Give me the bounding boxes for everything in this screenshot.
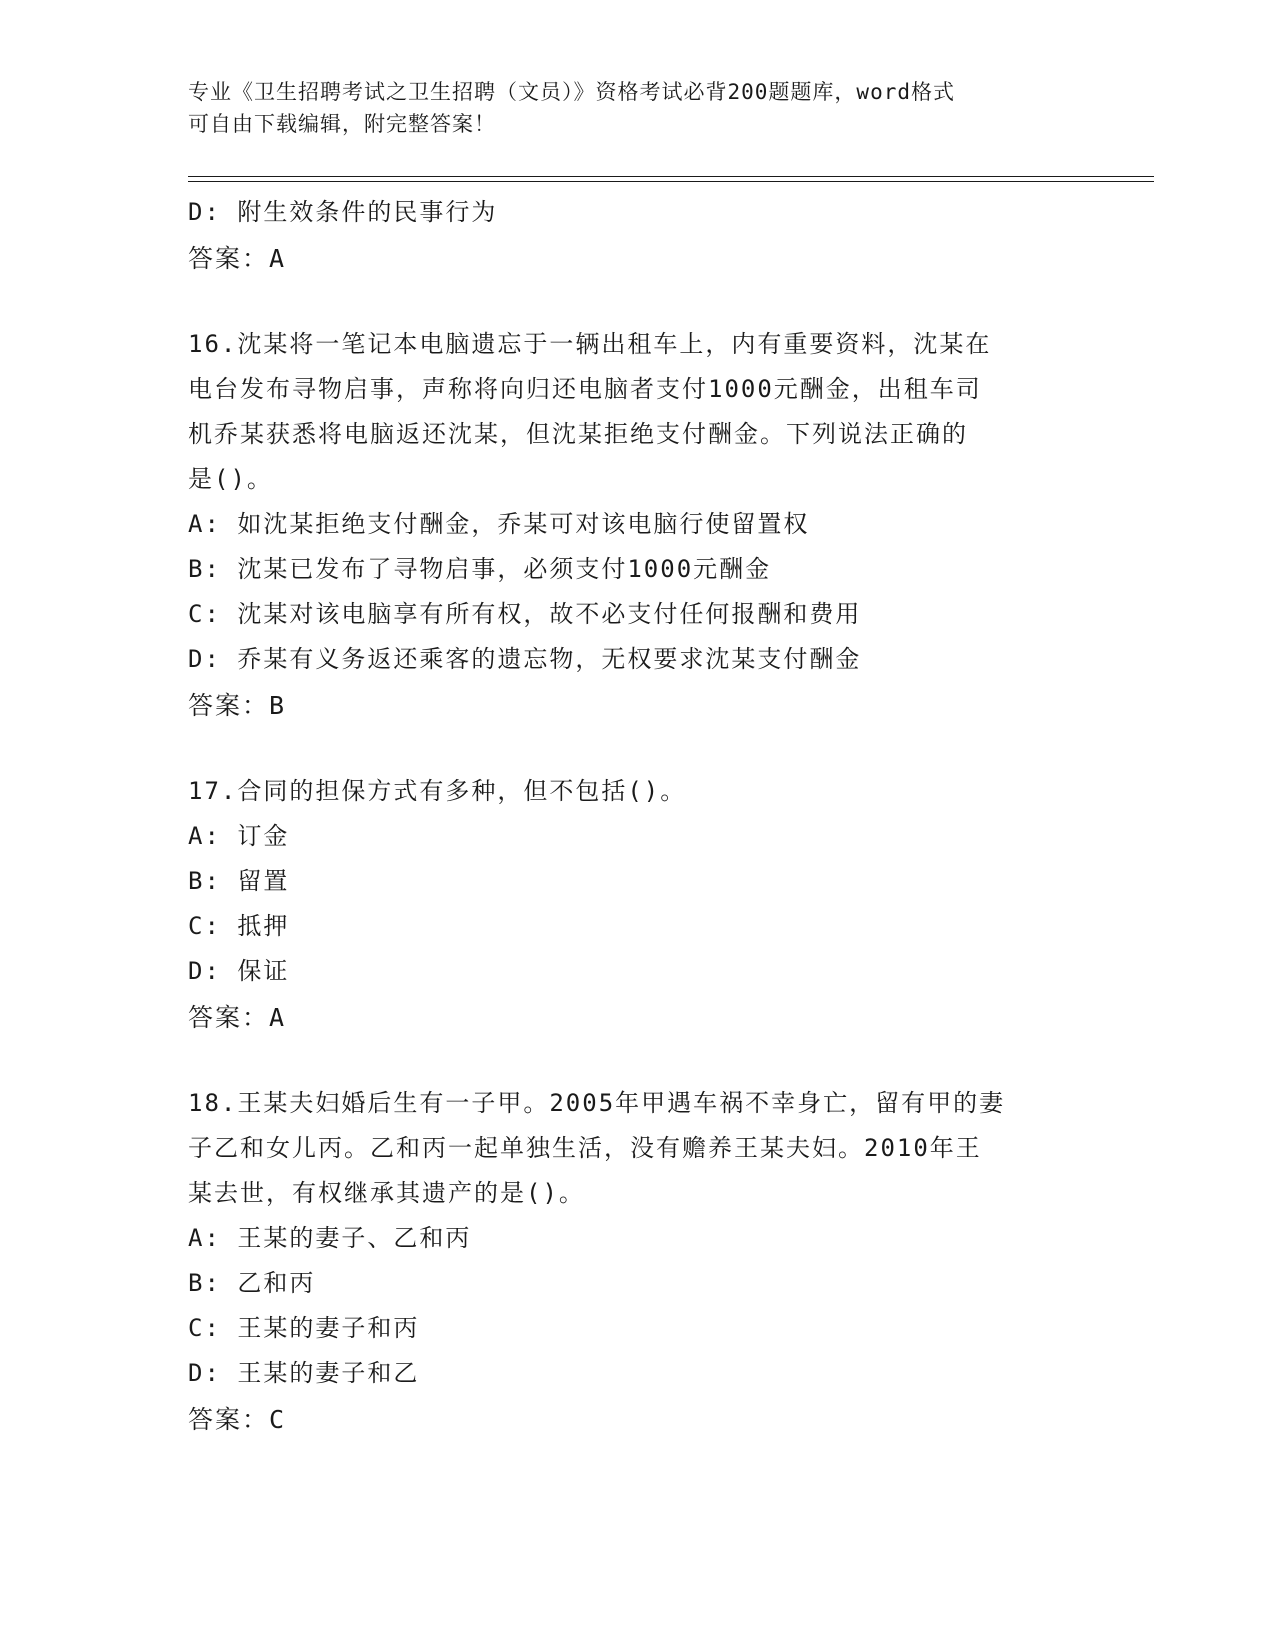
option-c: C: 王某的妻子和丙 <box>188 1314 420 1342</box>
header-line-2: 可自由下载编辑，附完整答案！ <box>188 112 496 136</box>
option-b: B: 乙和丙 <box>188 1269 316 1297</box>
question-stem-line: 某去世，有权继承其遗产的是()。 <box>188 1179 585 1207</box>
question-17 <box>188 769 1088 1041</box>
option-a: A: 如沈某拒绝支付酬金，乔某可对该电脑行使留置权 <box>188 510 810 538</box>
question-18 <box>188 1081 1088 1443</box>
question-15-tail <box>188 190 1088 282</box>
question-stem-line: 子乙和女儿丙。乙和丙一起单独生活，没有赡养王某夫妇。2010年王 <box>188 1134 982 1162</box>
answer-line: 答案：C <box>188 1405 287 1434</box>
question-stem-line: 电台发布寻物启事，声称将向归还电脑者支付1000元酬金，出租车司 <box>188 375 982 403</box>
option-d: D: 保证 <box>188 957 290 985</box>
question-list <box>188 190 1088 1443</box>
question-stem-line: 16.沈某将一笔记本电脑遗忘于一辆出租车上，内有重要资料，沈某在 <box>188 330 992 358</box>
option-a: A: 王某的妻子、乙和丙 <box>188 1224 472 1252</box>
question-stem-line: 是()。 <box>188 465 273 493</box>
question-stem-line: 机乔某获悉将电脑返还沈某，但沈某拒绝支付酬金。下列说法正确的 <box>188 420 968 448</box>
header-rule-bottom <box>188 181 1154 182</box>
option-b: B: 留置 <box>188 867 290 895</box>
option-c: C: 抵押 <box>188 912 290 940</box>
question-16 <box>188 322 1088 729</box>
option-d: D: 王某的妻子和乙 <box>188 1359 420 1387</box>
option-b: B: 沈某已发布了寻物启事，必须支付1000元酬金 <box>188 555 772 583</box>
document-header <box>188 76 1088 140</box>
spacer <box>188 282 1088 322</box>
answer-line: 答案：B <box>188 691 287 720</box>
question-stem-line: 18.王某夫妇婚后生有一子甲。2005年甲遇车祸不幸身亡，留有甲的妻 <box>188 1089 1006 1117</box>
spacer <box>188 1041 1088 1081</box>
spacer <box>188 729 1088 769</box>
header-line-1: 专业《卫生招聘考试之卫生招聘（文员）》资格考试必背200题题库，word格式 <box>188 80 955 104</box>
option-c: C: 沈某对该电脑享有所有权，故不必支付任何报酬和费用 <box>188 600 862 628</box>
answer-line: 答案：A <box>188 244 287 273</box>
header-rule-top <box>188 176 1154 177</box>
option-d: D: 乔某有义务返还乘客的遗忘物，无权要求沈某支付酬金 <box>188 645 862 673</box>
answer-line: 答案：A <box>188 1003 287 1032</box>
option-a: A: 订金 <box>188 822 290 850</box>
option-d: D: 附生效条件的民事行为 <box>188 198 498 226</box>
question-stem-line: 17.合同的担保方式有多种，但不包括()。 <box>188 777 687 805</box>
